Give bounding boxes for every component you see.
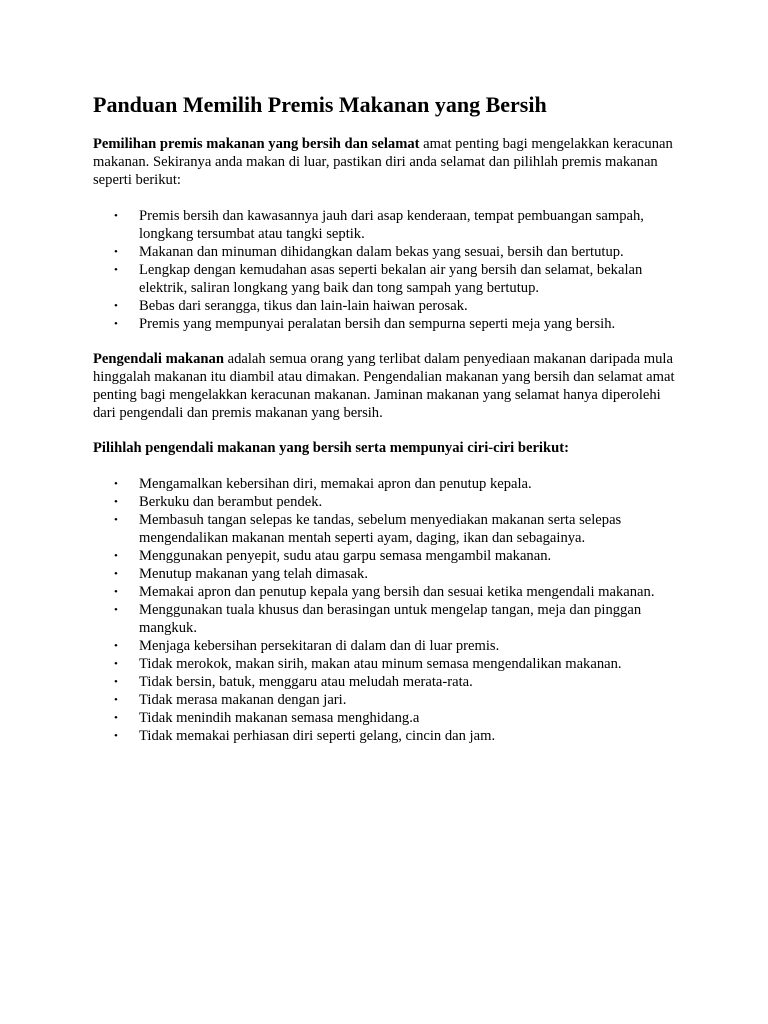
list-item-text: Memakai apron dan penutup kepala yang bersih dan sesuai ketika mengendali makanan. <box>139 584 655 600</box>
list-item-text: Berkuku dan berambut pendek. <box>139 494 323 510</box>
handler-criteria-heading: Pilihlah pengendali makanan yang bersih serta mempunyai ciri-ciri berikut: <box>93 440 569 456</box>
bullet-icon: • <box>114 496 118 508</box>
list-item-text: Tidak bersin, batuk, menggaru atau meludah merata-rata. <box>139 674 473 690</box>
list-item <box>93 727 683 745</box>
bullet-icon: • <box>114 300 118 312</box>
list-item-text: Mengamalkan kebersihan diri, memakai apron dan penutup kepala. <box>139 476 532 492</box>
list-item <box>93 261 683 297</box>
premises-criteria-list <box>93 207 683 333</box>
bullet-icon: • <box>114 658 118 670</box>
list-item <box>93 243 683 261</box>
intro-bold-lead: Pemilihan premis makanan yang bersih dan selamat <box>93 136 420 152</box>
list-item-text: Menggunakan tuala khusus dan berasingan untuk mengelap tangan, meja dan pinggan mangkuk. <box>139 602 642 636</box>
list-item-text: Menggunakan penyepit, sudu atau garpu semasa mengambil makanan. <box>139 548 552 564</box>
bullet-icon: • <box>114 694 118 706</box>
list-item <box>93 297 683 315</box>
list-item-text: Tidak menindih makanan semasa menghidang.a <box>139 710 420 726</box>
list-item-text: Menjaga kebersihan persekitaran di dalam dan di luar premis. <box>139 638 500 654</box>
list-item-text: Tidak merokok, makan sirih, makan atau minum semasa mengendalikan makanan. <box>139 656 622 672</box>
list-item-text: Tidak merasa makanan dengan jari. <box>139 692 347 708</box>
document-page <box>93 92 683 745</box>
bullet-icon: • <box>114 514 118 526</box>
page-title: Panduan Memilih Premis Makanan yang Bersih <box>93 92 547 117</box>
list-item <box>93 601 683 637</box>
list-item <box>93 709 683 727</box>
list-item <box>93 475 683 493</box>
list-item <box>93 547 683 565</box>
bullet-icon: • <box>114 730 118 742</box>
list-item <box>93 207 683 243</box>
bullet-icon: • <box>114 604 118 616</box>
list-item-text: Makanan dan minuman dihidangkan dalam bekas yang sesuai, bersih dan bertutup. <box>139 244 624 260</box>
list-item-text: Premis bersih dan kawasannya jauh dari asap kenderaan, tempat pembuangan sampah, longkang tersumbat atau tangki septik. <box>139 208 644 242</box>
bullet-icon: • <box>114 676 118 688</box>
handler-paragraph <box>93 350 683 422</box>
list-item-text: Menutup makanan yang telah dimasak. <box>139 566 368 582</box>
list-item <box>93 583 683 601</box>
bullet-icon: • <box>114 550 118 562</box>
list-item <box>93 637 683 655</box>
handler-text: adalah semua orang yang terlibat dalam penyediaan makanan daripada mula hinggalah makanan itu diambil atau dimakan. Pengendalian makanan yang bersih dan selamat amat penting bagi mengelakkan keracunan makanan. Jaminan makanan yang selamat hanya diperolehi dari pengendali dan premis makanan yang bersih. <box>93 351 675 421</box>
handler-bold-lead: Pengendali makanan <box>93 351 224 367</box>
bullet-icon: • <box>114 318 118 330</box>
list-item-text: Tidak memakai perhiasan diri seperti gelang, cincin dan jam. <box>139 728 496 744</box>
intro-text: amat penting bagi mengelakkan keracunan makanan. Sekiranya anda makan di luar, pastikan diri anda selamat dan pilihlah premis makanan seperti berikut: <box>93 136 673 188</box>
list-item-text: Premis yang mempunyai peralatan bersih dan sempurna seperti meja yang bersih. <box>139 316 616 332</box>
bullet-icon: • <box>114 264 118 276</box>
intro-paragraph <box>93 135 683 189</box>
list-item <box>93 673 683 691</box>
list-item-text: Membasuh tangan selepas ke tandas, sebelum menyediakan makanan serta selepas mengendalikan makanan mentah seperti ayam, daging, ikan dan sebagainya. <box>139 512 622 546</box>
handler-criteria-list <box>93 475 683 745</box>
list-item <box>93 511 683 547</box>
bullet-icon: • <box>114 640 118 652</box>
bullet-icon: • <box>114 246 118 258</box>
bullet-icon: • <box>114 586 118 598</box>
bullet-icon: • <box>114 210 118 222</box>
list-item <box>93 565 683 583</box>
list-item <box>93 691 683 709</box>
list-item <box>93 315 683 333</box>
bullet-icon: • <box>114 568 118 580</box>
bullet-icon: • <box>114 712 118 724</box>
list-item-text: Lengkap dengan kemudahan asas seperti bekalan air yang bersih dan selamat, bekalan elektrik, saliran longkang yang baik dan tong sampah yang bertutup. <box>139 262 643 296</box>
list-item-text: Bebas dari serangga, tikus dan lain-lain haiwan perosak. <box>139 298 468 314</box>
bullet-icon: • <box>114 478 118 490</box>
list-item <box>93 655 683 673</box>
list-item <box>93 493 683 511</box>
